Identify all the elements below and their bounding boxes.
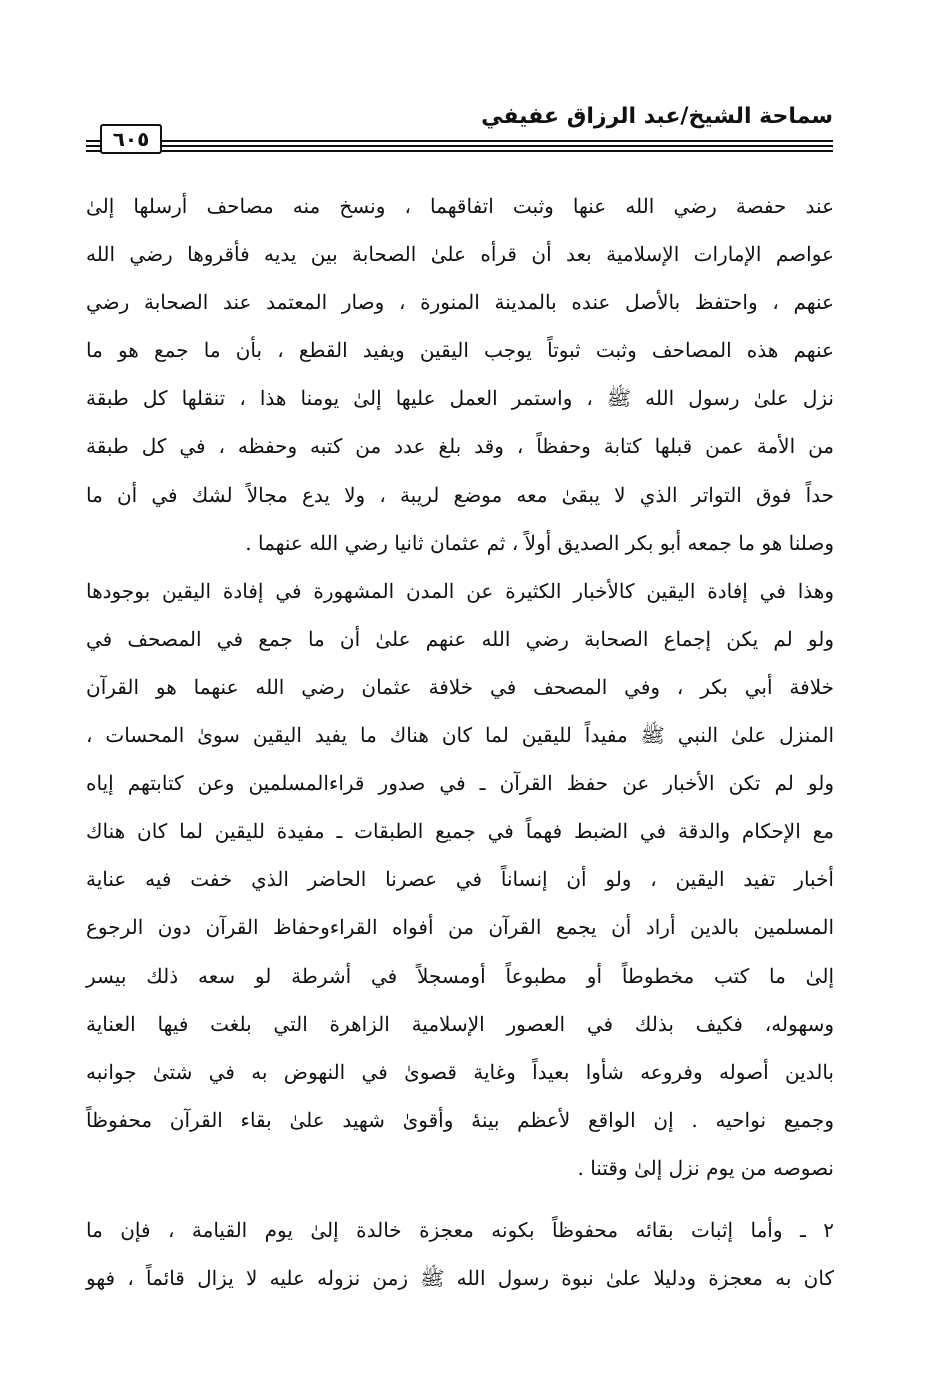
text-line: إلىٰ ما كتب مخطوطاً أو مطبوعاً أومسجلاً في أشرطة لو سعه ذلك بيسر bbox=[86, 963, 834, 988]
text-line: بالدين أصوله وفروعه شأوا بعيداً وغاية قصوىٰ في النهوض به في شتىٰ جوانبه bbox=[86, 1059, 834, 1084]
page-number: ٦٠٥ bbox=[100, 124, 162, 154]
text-line: عنهم هذه المصاحف وثبت ثبوتاً يوجب اليقين ويفيد القطع ، بأن ما جمع هو ما bbox=[86, 338, 834, 363]
running-title: سماحة الشيخ/عبد الرزاق عفيفي bbox=[481, 104, 833, 129]
text-line: نصوصه من يوم نزل إلىٰ وقتنا . bbox=[577, 1155, 834, 1180]
text-line: حداً فوق التواتر الذي لا يبقىٰ معه موضع لريبة ، ولا يدع مجالاً لشك في أن ما bbox=[86, 482, 834, 507]
text-line: وصلنا هو ما جمعه أبو بكر الصديق أولاً ، ثم عثمان ثانيا رضي الله عنهما . bbox=[245, 530, 834, 555]
text-line: عنهم ، واحتفظ بالأصل عنده بالمدينة المنورة ، وصار المعتمد عند الصحابة رضي bbox=[86, 290, 834, 315]
paragraph bbox=[86, 1206, 834, 1302]
page-header bbox=[86, 100, 833, 156]
text-line: وجميع نواحيه . إن الواقع لأعظم بينهٔ وأقوىٰ شهيد علىٰ بقاء القرآن محفوظاً bbox=[86, 1107, 834, 1132]
text-line: أخبار تفيد اليقين ، ولو أن إنساناً في عصرنا الحاضر الذي خفت فيه عناية bbox=[86, 867, 834, 892]
text-line: خلافة أبي بكر ، وفي المصحف في خلافة عثمان رضي الله عنهما هو القرآن bbox=[86, 674, 834, 699]
text-line: عواصم الإمارات الإسلامية بعد أن قرأه علىٰ الصحابة بين يديه فأقروها رضي الله bbox=[86, 242, 834, 267]
text-line: من الأمة عمن قبلها كتابة وحفظاً ، وقد بلغ عدد من كتبه وحفظه ، في كل طبقة bbox=[86, 434, 834, 459]
header-rule bbox=[86, 140, 833, 152]
text-line: كان به معجزة ودليلا علىٰ نبوة رسول الله ﷺ زمن نزوله عليه لا يزال قائماً ، فهو bbox=[86, 1266, 834, 1291]
paragraph bbox=[86, 182, 834, 567]
text-line: ٢ ـ وأما إثبات بقائه محفوظاً بكونه معجزة خالدة إلىٰ يوم القيامة ، فإن ما bbox=[86, 1217, 834, 1242]
body-text bbox=[86, 182, 834, 1302]
text-line: مع الإحكام والدقة في الضبط فهماً في جميع الطبقات ـ مفيدة لليقين لما كان هناك bbox=[86, 819, 834, 844]
text-line: عند حفصة رضي الله عنها وثبت اتفاقهما ، ونسخ منه مصاحف أرسلها إلىٰ bbox=[86, 194, 834, 218]
text-line: وهذا في إفادة اليقين كالأخبار الكثيرة عن المدن المشهورة في إفادة اليقين بوجودها bbox=[86, 578, 834, 603]
text-line: ولو لم يكن إجماع الصحابة رضي الله عنهم علىٰ أن ما جمع في المصحف في bbox=[86, 626, 834, 651]
text-line: نزل علىٰ رسول الله ﷺ ، واستمر العمل عليها إلىٰ يومنا هذا ، تنقلها كل طبقة bbox=[86, 386, 834, 411]
text-line: وسهوله، فكيف بذلك في العصور الإسلامية الزاهرة التي بلغت فيها العناية bbox=[86, 1011, 834, 1036]
text-line: المنزل علىٰ النبي ﷺ مفيداً لليقين لما كان هناك ما يفيد اليقين سوىٰ المحسات ، bbox=[86, 723, 834, 748]
text-line: ولو لم تكن الأخبار عن حفظ القرآن ـ في صدور قراءالمسلمين وعن كتابتهم إياه bbox=[86, 771, 834, 796]
paragraph bbox=[86, 567, 834, 1192]
text-line: المسلمين بالدين أراد أن يجمع القرآن من أفواه القراءوحفاظ القرآن دون الرجوع bbox=[86, 915, 834, 940]
